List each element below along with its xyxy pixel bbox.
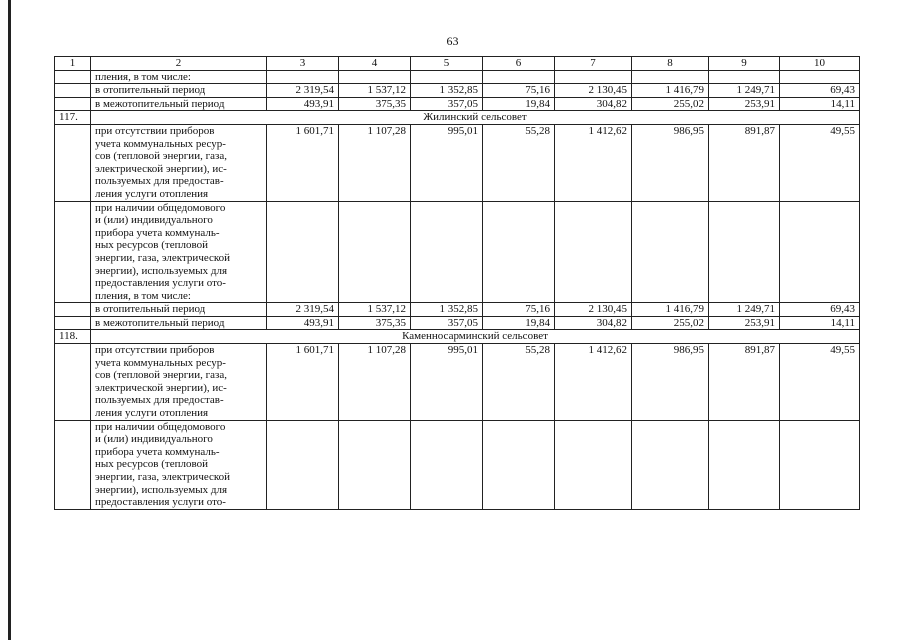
value-cell-col-10: 69,43 <box>780 84 860 98</box>
value-cell-col-9: 253,91 <box>709 97 780 111</box>
row-label <box>91 420 267 509</box>
value-cell-col-6: 55,28 <box>483 344 555 421</box>
section-title: Жилинский сельсовет <box>91 111 860 125</box>
value-cell-col-5: 995,01 <box>411 124 483 201</box>
value-cell-col-6: 19,84 <box>483 97 555 111</box>
value-cell-col-9: 253,91 <box>709 316 780 330</box>
value-cell-col-5 <box>411 420 483 509</box>
row-label-line: электрической энергии), ис- <box>95 381 227 394</box>
row-label-line: ных ресурсов (тепловой <box>95 458 208 471</box>
row-label-line: энергии, газа, электрической <box>95 251 231 264</box>
row-index <box>55 97 91 111</box>
value-cell-col-6 <box>483 70 555 84</box>
value-cell-col-8: 255,02 <box>632 97 709 111</box>
table-row <box>55 344 860 421</box>
table-row <box>55 201 860 303</box>
row-index <box>55 316 91 330</box>
value-cell-col-4: 375,35 <box>339 316 411 330</box>
value-cell-col-4 <box>339 201 411 303</box>
value-cell-col-8: 986,95 <box>632 124 709 201</box>
row-index <box>55 201 91 303</box>
page-edge-bar <box>8 0 11 640</box>
value-cell-col-10 <box>780 70 860 84</box>
value-cell-col-10: 14,11 <box>780 97 860 111</box>
row-label-line: учета коммунальных ресур- <box>95 356 226 369</box>
row-label <box>91 124 267 201</box>
row-label-line: сов (тепловой энергии, газа, <box>95 150 227 163</box>
table-row <box>55 420 860 509</box>
table-row <box>55 97 860 111</box>
value-cell-col-4: 375,35 <box>339 97 411 111</box>
row-label: в отопительный период <box>91 303 267 317</box>
column-header-6: 6 <box>483 57 555 71</box>
row-index <box>55 70 91 84</box>
row-label: в межотопительный период <box>91 316 267 330</box>
row-label-line: пользуемых для предостав- <box>95 175 224 188</box>
row-label-line: прибора учета коммуналь- <box>95 445 220 458</box>
row-label-line: учета коммунальных ресур- <box>95 137 226 150</box>
value-cell-col-5: 995,01 <box>411 344 483 421</box>
row-label-line: при отсутствии приборов <box>95 124 215 137</box>
row-label-line: предоставления услуги ото- <box>95 496 226 509</box>
value-cell-col-7: 2 130,45 <box>555 303 632 317</box>
value-cell-col-9 <box>709 420 780 509</box>
value-cell-col-7 <box>555 70 632 84</box>
table-row <box>55 303 860 317</box>
row-index: 118. <box>55 330 91 344</box>
row-index <box>55 344 91 421</box>
value-cell-col-4: 1 537,12 <box>339 303 411 317</box>
row-label-line: энергии), используемых для <box>95 483 228 496</box>
row-label <box>91 201 267 303</box>
row-label: пления, в том числе: <box>91 70 267 84</box>
row-label <box>91 344 267 421</box>
value-cell-col-5: 357,05 <box>411 316 483 330</box>
value-cell-col-7: 304,82 <box>555 97 632 111</box>
value-cell-col-3: 1 601,71 <box>267 344 339 421</box>
row-label-line: ления услуги отопления <box>95 187 209 200</box>
value-cell-col-8 <box>632 70 709 84</box>
row-label-line: сов (тепловой энергии, газа, <box>95 369 227 382</box>
table-row <box>55 84 860 98</box>
row-label-line: ных ресурсов (тепловой <box>95 239 208 252</box>
row-label-line: электрической энергии), ис- <box>95 162 227 175</box>
table-row <box>55 330 860 344</box>
value-cell-col-6 <box>483 201 555 303</box>
row-label-line: и (или) индивидуального <box>95 433 213 446</box>
value-cell-col-10 <box>780 420 860 509</box>
row-label-line: энергии, газа, электрической <box>95 471 231 483</box>
value-cell-col-8: 255,02 <box>632 316 709 330</box>
value-cell-col-10: 69,43 <box>780 303 860 317</box>
row-label-line: предоставления услуги ото- <box>95 277 226 290</box>
column-header-7: 7 <box>555 57 632 71</box>
value-cell-col-4: 1 537,12 <box>339 84 411 98</box>
row-label-line: при наличии общедомового <box>95 201 226 214</box>
value-cell-col-7: 1 412,62 <box>555 124 632 201</box>
value-cell-col-10: 14,11 <box>780 316 860 330</box>
row-index <box>55 84 91 98</box>
column-header-9: 9 <box>709 57 780 71</box>
value-cell-col-9 <box>709 201 780 303</box>
value-cell-col-3: 493,91 <box>267 316 339 330</box>
value-cell-col-6: 55,28 <box>483 124 555 201</box>
value-cell-col-8: 1 416,79 <box>632 303 709 317</box>
page-number: 63 <box>446 34 459 48</box>
row-index <box>55 420 91 509</box>
value-cell-col-9 <box>709 70 780 84</box>
value-cell-col-5: 357,05 <box>411 97 483 111</box>
value-cell-col-10: 49,55 <box>780 124 860 201</box>
column-header-1: 1 <box>55 57 91 71</box>
value-cell-col-9: 1 249,71 <box>709 84 780 98</box>
column-header-4: 4 <box>339 57 411 71</box>
row-label: в межотопительный период <box>91 97 267 111</box>
value-cell-col-6 <box>483 420 555 509</box>
value-cell-col-4 <box>339 420 411 509</box>
row-label-line: энергии), используемых для <box>95 264 228 277</box>
value-cell-col-3 <box>267 70 339 84</box>
row-label-line: при отсутствии приборов <box>95 344 215 357</box>
value-cell-col-3 <box>267 420 339 509</box>
row-index <box>55 303 91 317</box>
value-cell-col-3 <box>267 201 339 303</box>
value-cell-col-8 <box>632 201 709 303</box>
value-cell-col-7: 1 412,62 <box>555 344 632 421</box>
value-cell-col-6: 19,84 <box>483 316 555 330</box>
value-cell-col-10 <box>780 201 860 303</box>
table-row <box>55 111 860 125</box>
value-cell-col-5 <box>411 70 483 84</box>
row-label-line: пления, в том числе: <box>95 289 191 302</box>
row-label-line: при наличии общедомового <box>95 420 226 433</box>
header-row <box>55 57 860 71</box>
value-cell-col-7: 304,82 <box>555 316 632 330</box>
value-cell-col-8: 986,95 <box>632 344 709 421</box>
row-label: в отопительный период <box>91 84 267 98</box>
section-title: Каменносарминский сельсовет <box>91 330 860 344</box>
value-cell-col-8 <box>632 420 709 509</box>
value-cell-col-4: 1 107,28 <box>339 124 411 201</box>
row-label-line: ления услуги отопления <box>95 407 209 420</box>
value-cell-col-3: 493,91 <box>267 97 339 111</box>
column-header-10: 10 <box>780 57 860 71</box>
column-header-5: 5 <box>411 57 483 71</box>
row-index: 117. <box>55 111 91 125</box>
row-label-line: и (или) индивидуального <box>95 214 213 227</box>
column-header-8: 8 <box>632 57 709 71</box>
value-cell-col-9: 1 249,71 <box>709 303 780 317</box>
value-cell-col-9: 891,87 <box>709 344 780 421</box>
value-cell-col-3: 1 601,71 <box>267 124 339 201</box>
row-label-line: пользуемых для предостав- <box>95 394 224 407</box>
value-cell-col-10: 49,55 <box>780 344 860 421</box>
value-cell-col-7: 2 130,45 <box>555 84 632 98</box>
table-row <box>55 316 860 330</box>
value-cell-col-4 <box>339 70 411 84</box>
value-cell-col-5: 1 352,85 <box>411 84 483 98</box>
value-cell-col-9: 891,87 <box>709 124 780 201</box>
value-cell-col-6: 75,16 <box>483 84 555 98</box>
value-cell-col-3: 2 319,54 <box>267 303 339 317</box>
value-cell-col-8: 1 416,79 <box>632 84 709 98</box>
value-cell-col-5: 1 352,85 <box>411 303 483 317</box>
value-cell-col-5 <box>411 201 483 303</box>
value-cell-col-7 <box>555 201 632 303</box>
value-cell-col-3: 2 319,54 <box>267 84 339 98</box>
row-label-line: прибора учета коммуналь- <box>95 226 220 239</box>
value-cell-col-7 <box>555 420 632 509</box>
value-cell-col-6: 75,16 <box>483 303 555 317</box>
table-row <box>55 124 860 201</box>
tariff-table <box>54 56 860 510</box>
column-header-3: 3 <box>267 57 339 71</box>
row-index <box>55 124 91 201</box>
column-header-2: 2 <box>91 57 267 71</box>
table-row <box>55 70 860 84</box>
value-cell-col-4: 1 107,28 <box>339 344 411 421</box>
